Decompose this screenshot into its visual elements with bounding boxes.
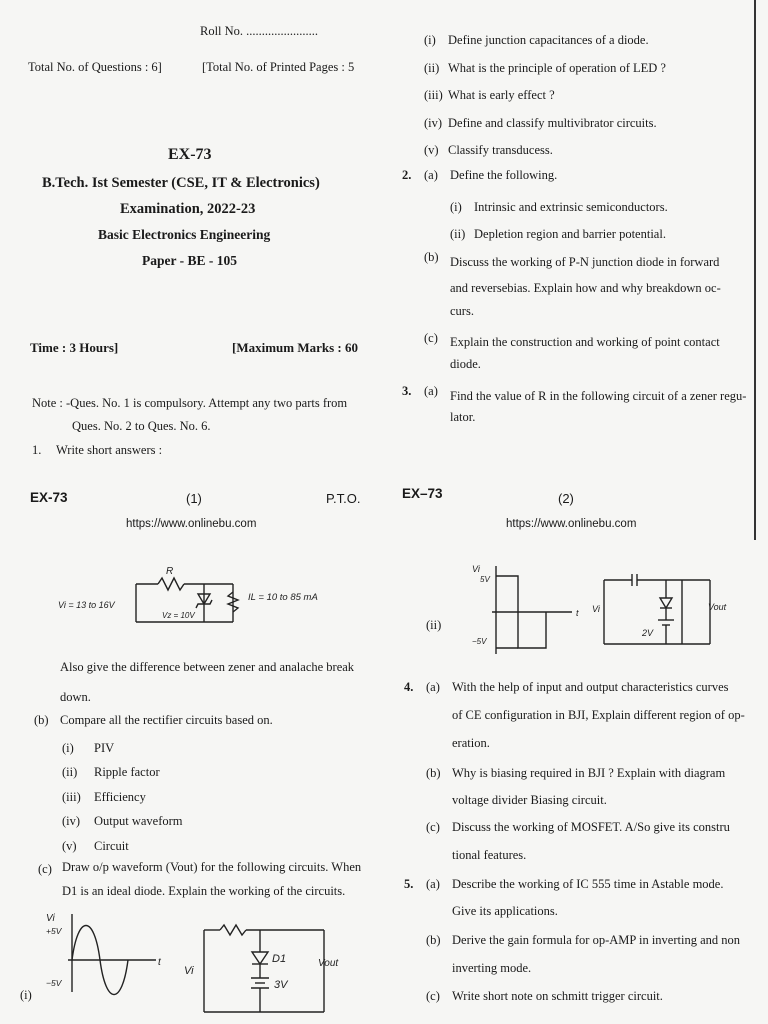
q2a-label: (a) [424,168,438,182]
resistor-label: R [166,566,174,577]
circuit-vi-label: Vi [592,604,600,614]
q4c-line-1: Discuss the working of MOSFET. A/So give its constru [452,820,730,834]
q2b-line-2: and reversebias. Explain how and why breakdown oc- [450,281,721,295]
item-number: (iv) [424,116,443,130]
course-title: B.Tech. Ist Semester (CSE, IT & Electronics) [42,175,320,191]
q5a-line-1: Describe the working of IC 555 time in Astable mode. [452,877,724,891]
clamper-diode [660,598,672,608]
zener-regulator-circuit [58,560,358,640]
q2c-line-1: Explain the construction and working of point contact [450,335,720,349]
q2a-i [450,200,668,215]
q2b-line-3: curs. [450,304,474,318]
q2c-label: (c) [424,331,438,345]
q2a-text: Define the following. [450,168,558,182]
q5b-line-2: inverting mode. [452,961,532,975]
q5c-label: (c) [426,989,440,1003]
question-number: 1. [32,443,42,457]
waveform-t-label: t [576,608,579,618]
q3b-item-3 [62,790,146,805]
footer-url: https://www.onlinebu.com [506,518,637,530]
q3b-label: (b) [34,713,49,727]
item-number: (i) [450,200,462,214]
diode-d1 [252,952,268,964]
load-current-label: IL = 10 to 85 mA [248,592,318,603]
item-text: Define and classify multivibrator circuits. [448,116,657,130]
item-text: Efficiency [94,790,146,804]
item-text: Circuit [94,839,129,853]
question-1 [32,443,162,458]
q3b-text: Compare all the rectifier circuits based on. [60,713,273,727]
battery-label: 2V [642,628,654,638]
q5c-text: Write short note on schmitt trigger circuit. [452,989,663,1003]
sine-input-waveform [24,912,164,992]
q4a-label: (a) [426,680,440,694]
item-number: (iii) [424,88,443,102]
footer-code: EX–73 [402,486,443,501]
item-number: (iv) [62,814,81,828]
paper-code: EX-73 [168,146,212,163]
zener-vz-label: Vz = 10V [162,611,195,620]
waveform-vi-label: Vi [46,913,55,924]
clamper-circuit [592,572,732,652]
q2b-label: (b) [424,250,439,264]
q3a-label: (a) [424,384,438,398]
item-text: What is the principle of operation of LED ? [448,61,666,75]
resistor-r [158,578,184,590]
q3a-line-2: lator. [450,410,476,424]
waveform-neg-label: −5V [472,637,487,646]
circuit-vout-label: Vout [708,602,727,612]
waveform-pos-label: +5V [46,926,62,936]
circuit-vout-label: Vout [318,958,339,969]
time-label: Time : 3 Hours] [30,340,119,355]
circuit-vi-label: Vi = 13 to 16V [58,600,115,610]
q3b-item-2 [62,765,160,780]
q2c-line-2: diode. [450,357,481,371]
q4b-line-2: voltage divider Biasing circuit. [452,793,607,807]
subject-title: Basic Electronics Engineering [98,227,271,242]
item-number: (v) [424,143,439,157]
item-text: Define junction capacitances of a diode. [448,33,649,47]
q5b-label: (b) [426,933,441,947]
scan-edge [754,0,756,540]
q3c-line-1: Draw o/p waveform (Vout) for the following circuits. When [62,860,362,874]
footer-url: https://www.onlinebu.com [126,518,257,530]
q5a-label: (a) [426,877,440,891]
q4-number: 4. [404,680,414,694]
paper-title: Paper - BE - 105 [142,253,237,268]
footer-code: EX-73 [30,490,68,505]
fig-i-label: (i) [20,988,32,1002]
circuit-vi-label: Vi [184,965,194,977]
q3c-line-2: D1 is an ideal diode. Explain the working of the circuits. [62,884,346,898]
q2a-ii [450,227,666,242]
item-number: (ii) [450,227,466,241]
q4a-line-3: eration. [452,736,490,750]
item-number: (i) [62,741,74,755]
item-text: Classify transducess. [448,143,553,157]
q4a-line-2: of CE configuration in BJI, Explain different region of op- [452,708,745,722]
q3-line-1: Also give the difference between zener and analache break [60,660,355,674]
q3b-item-5 [62,839,129,854]
item-text: Depletion region and barrier potential. [474,227,666,241]
item-number: (v) [62,839,77,853]
q3b-item-4 [62,814,183,829]
q2b-line-1: Discuss the working of P-N junction diode in forward [450,255,720,269]
exam-title: Examination, 2022-23 [120,201,256,217]
footer-page-number: (2) [558,491,574,506]
q5b-line-1: Derive the gain formula for op-AMP in inverting and non [452,933,741,947]
note-line-1: Note : -Ques. No. 1 is compulsory. Attempt any two parts from [32,396,348,410]
item-number: (ii) [424,61,440,75]
diode-label: D1 [272,953,287,965]
item-text: Intrinsic and extrinsic semiconductors. [474,200,668,214]
item-number: (i) [424,33,436,47]
fig-ii-label: (ii) [426,618,442,632]
question-text: Write short answers : [56,443,163,457]
battery-label: 3V [274,979,288,991]
roll-no: Roll No. ....................... [200,24,319,38]
q1-item-1 [424,33,649,48]
item-text: What is early effect ? [448,88,555,102]
clipper-circuit [180,916,370,1016]
max-marks: [Maximum Marks : 60 [232,340,359,355]
footer-page-number: (1) [186,491,202,506]
q3b-item-1 [62,741,114,756]
q3c-label: (c) [38,862,52,876]
item-text: Output waveform [94,814,183,828]
q3a-line-1: Find the value of R in the following circuit of a zener regu- [450,389,747,403]
q4c-line-2: tional features. [452,848,527,862]
q1-item-3 [424,88,555,103]
item-number: (ii) [62,765,78,779]
note-line-2: Ques. No. 2 to Ques. No. 6. [72,419,211,433]
q2-number: 2. [402,168,412,182]
q5-number: 5. [404,877,414,891]
q5a-line-2: Give its applications. [452,904,558,918]
waveform-vi-label: Vi [472,564,480,574]
item-text: Ripple factor [94,765,160,779]
q3-line-2: down. [60,690,91,704]
q4a-line-1: With the help of input and output characteristics curves [452,680,729,694]
series-resistor [220,925,246,935]
printed-pages: [Total No. of Printed Pages : 5 [202,60,355,74]
total-questions: Total No. of Questions : 6] [28,60,162,74]
q3-number: 3. [402,384,412,398]
q4b-label: (b) [426,766,441,780]
waveform-t-label: t [158,957,161,968]
q1-item-5 [424,143,553,158]
item-text: PIV [94,741,115,755]
waveform-pos-label: 5V [480,575,490,584]
q4b-line-1: Why is biasing required in BJI ? Explain with diagram [452,766,726,780]
q1-item-4 [424,116,657,131]
q1-item-2 [424,61,666,76]
item-number: (iii) [62,790,81,804]
waveform-neg-label: −5V [46,978,62,988]
q4c-label: (c) [426,820,440,834]
square-input-waveform [468,562,588,662]
footer-pto: P.T.O. [326,491,361,506]
